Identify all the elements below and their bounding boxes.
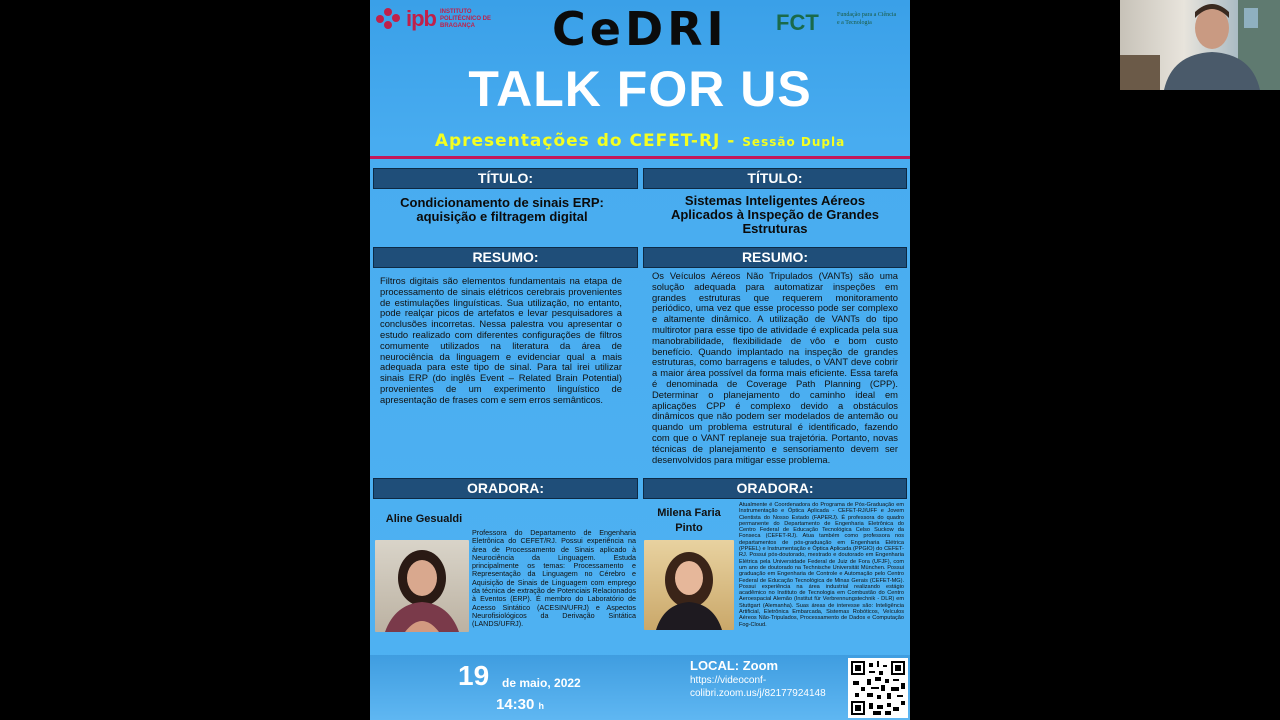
left-speaker-header: ORADORA: bbox=[373, 478, 638, 499]
subheadline-session: Sessão Dupla bbox=[742, 135, 846, 149]
location-label: LOCAL: Zoom bbox=[690, 658, 779, 673]
poster bbox=[370, 0, 910, 720]
ipb-subtitle: INSTITUTO POLITÉCNICO DE BRAGANÇA bbox=[440, 8, 492, 29]
time-unit: h bbox=[538, 701, 545, 711]
time-value: 14:30 bbox=[496, 696, 535, 713]
left-summary-text: Filtros digitais são elementos fundamentais na etapa de processamento de sinais elétricos cerebrais provenientes de estimulações linguísticas. Sua utilização, no entanto, pode realçar picos de artefatos e levar pesquisadores a conclusões incorretas. Nessa palestra vou apresentar o estudo realizado com diferentes configurações de filtros comumente utilizados na literatura da área de neurociência da linguagem e evidenciar qual a mais adequada para este tipo de sinal. Para tal irei utilizar sinais ERP (do inglês Event – Related Brain Potential) provenientes de um experimento linguístico de apresentação de frases com e sem erros semânticos. bbox=[380, 275, 622, 405]
divider-line bbox=[370, 156, 910, 159]
logo-bar bbox=[370, 0, 910, 56]
right-talk-title: Sistemas Inteligentes Aéreos Aplicados à Inspeção de Grandes Estruturas bbox=[670, 193, 880, 236]
poster-headline: TALK FOR US bbox=[468, 61, 812, 117]
right-summary-text: Os Veículos Aéreos Não Tripulados (VANTs) são uma solução adequada para automatizar inspeções em grandes estruturas que requerem monitoramento periódico, uma vez que esse processo pode ser complexo e altamente dinâmico. A utilização de VANTs do tipo multirotor para esse tipo de atividade é explicada pela sua manobrabilidade, flexibilidade de vôo e bom custo benefício. Quando implantado na inspeção de grandes estruturas, como barragens e taludes, o VANT deve cobrir a maior área possível da forma mais eficiente. Essa tarefa é denominada de Coverage Path Planning (CPP). Determinar o planejamento do caminho ideal em aplicações CPP é complexo devido a obstáculos dinâmicos que não podem ser modelados de antemão ou quando um problema estrutural é identificado, fazendo com que o VANT replaneje sua trajetória. Portanto, novas técnicas de planejamento e sensoriamento devem ser desenvolvidos para mitigar esse problema. bbox=[652, 270, 898, 465]
left-speaker-name: Aline Gesualdi bbox=[385, 513, 463, 525]
speaker-photo-milena bbox=[644, 540, 734, 630]
ipb-mark: ipb bbox=[406, 6, 436, 31]
cedri-logo: CeDRI bbox=[552, 2, 728, 56]
fct-subtitle: Fundação para a Ciência e a Tecnologia bbox=[837, 12, 897, 26]
left-summary-header: RESUMO: bbox=[373, 247, 638, 268]
fct-logo: FCT bbox=[776, 10, 819, 35]
right-summary-header: RESUMO: bbox=[643, 247, 907, 268]
right-speaker-bio: Atualmente é Coordenadora do Programa de Pós-Graduação em Instrumentação e Óptica Aplicada - CEFET-RJ/UFF e Jovem Cientista do Nosso Estado (FAPERJ). É professora do quadro permanente do Departamento de Engenharia Eletrônica do Centro Federal de Educação Tecnológica Celso Suckow da Fonseca (CEFET-RJ). Atua também como professora nos departamentos de pós-graduação em Engenharia Elétrica (PPEEL) e Instrumentação e Óptica Aplicada (PPGIO) do CEFET-RJ. Possui pós-doutorado, mestrado e doutorado em Engenharia Elétrica pela Universidade Federal de Juiz de Fora (UFJF), com um ano de doutorado na Technische Universität München. Possui graduação em Engenharia de Controle e Automação pelo Centro Federal de Educação Tecnológica de Minas Gerais (CEFET-MG). Possui experiência na área industrial realizando estágio acadêmico no Instituto de Tecnologia em Combustão do Centro Aeroespacial Alemão (Institut für Verbrennungstechnik - DLR) em Stuttgart (Alemanha). Suas áreas de interesse são: Inteligência Artificial, Eletrônica Embarcada, Sistemas Robóticos, Veículos Aéreos Não-Tripulados, Processamento de Dados e Computação Fog-Cloud. bbox=[739, 502, 904, 628]
left-title-header: TÍTULO: bbox=[373, 168, 638, 189]
right-speaker-header: ORADORA: bbox=[643, 478, 907, 499]
subheadline-main: Apresentações do CEFET-RJ - bbox=[434, 131, 743, 151]
poster-subheadline bbox=[370, 131, 910, 151]
qr-code-icon bbox=[848, 658, 908, 718]
right-speaker-name: Milena Faria Pinto bbox=[657, 507, 721, 534]
time bbox=[496, 696, 544, 713]
left-speaker-bio: Professora do Departamento de Engenharia Eletrônica do CEFET/RJ. Possui experiência na área de Processamento de Sinais aplicado à Neurociência da Linguagem. Estuda principalmente os temas: Processamento e Representação da Linguagem no Cérebro e Aquisição de Sinais de Linguagem com emprego da técnica de extração de Potenciais Relacionados à Eventos (ERP). É membro do Laboratório de Acesso Sintático (ACESIN/UFRJ) e Aspectos Neurofisiológicos da Derivação Sintática (LANDS/UFRJ). bbox=[472, 528, 636, 629]
ipb-logo bbox=[376, 6, 510, 32]
webcam-thumbnail[interactable] bbox=[1120, 0, 1280, 90]
left-talk-title: Condicionamento de sinais ERP: aquisição e filtragem digital bbox=[400, 195, 604, 224]
date-day: 19 bbox=[458, 660, 490, 691]
right-title-header: TÍTULO: bbox=[643, 168, 907, 189]
ipb-dots-icon bbox=[376, 8, 402, 30]
speaker-photo-aline bbox=[375, 540, 469, 632]
zoom-link[interactable]: https://videoconf-colibri.zoom.us/j/82177924148 bbox=[690, 675, 826, 699]
date-month-year: de maio, 2022 bbox=[502, 676, 581, 690]
